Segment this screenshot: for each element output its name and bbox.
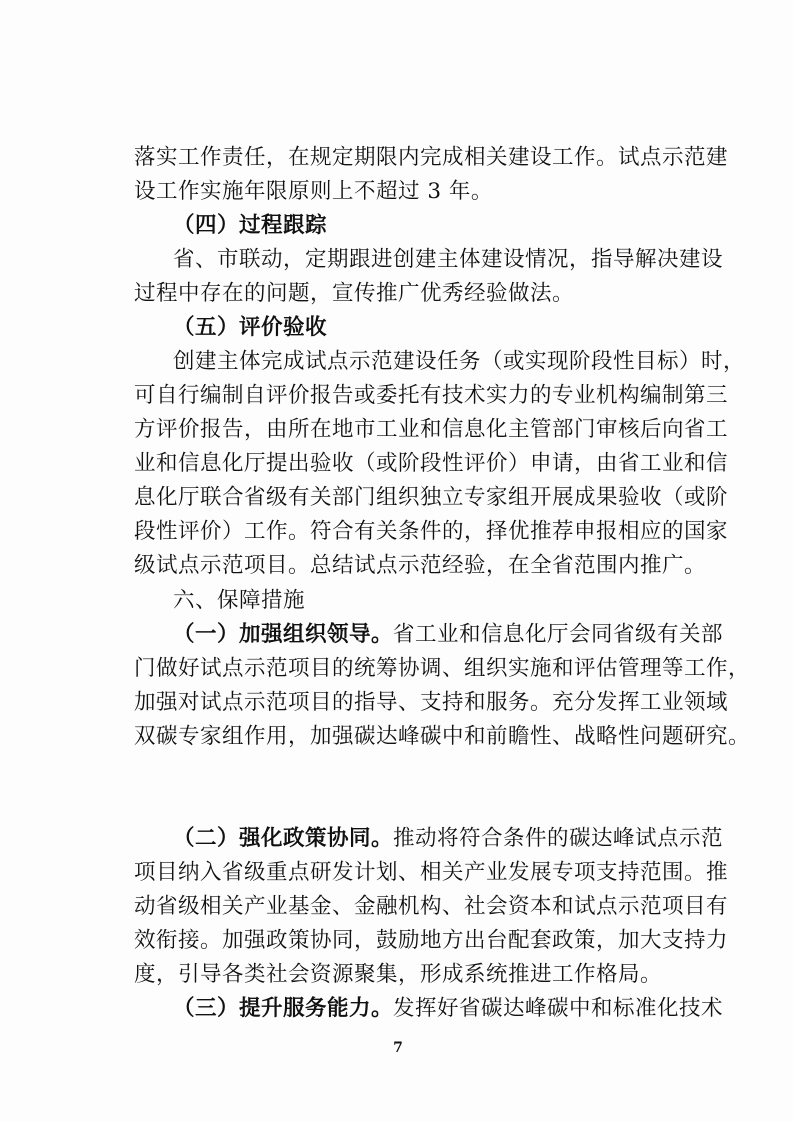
chapter-heading: 六、保障措施 <box>173 587 306 613</box>
paragraph-line: 级试点示范项目。总结试点示范经验，在全省范围内推广。 <box>134 553 707 579</box>
paragraph-line: 段性评价）工作。符合有关条件的，择优推荐申报相应的国家 <box>134 519 729 545</box>
paragraph-line: 双碳专家组作用，加强碳达峰碳中和前瞻性、战略性问题研究。 <box>134 723 751 749</box>
paragraph-line: 门做好试点示范项目的统筹协调、组织实施和评估管理等工作， <box>134 655 751 681</box>
paragraph-line: 业和信息化厅提出验收（或阶段性评价）申请，由省工业和信 <box>134 451 729 477</box>
section-heading: （四）过程跟踪 <box>173 213 328 239</box>
mixed-paragraph-line <box>173 621 723 649</box>
paragraph-line: 项目纳入省级重点研发计划、相关产业发展专项支持范围。推 <box>134 859 729 885</box>
paragraph-line: 加强对试点示范项目的指导、支持和服务。充分发挥工业领域 <box>134 689 729 715</box>
paragraph-line: 创建主体完成试点示范建设任务（或实现阶段性目标）时， <box>173 349 746 375</box>
paragraph-line: 落实工作责任，在规定期限内完成相关建设工作。试点示范建 <box>134 145 729 170</box>
paragraph-line: 方评价报告，由所在地市工业和信息化主管部门审核后向省工 <box>134 417 729 443</box>
paragraph-line: 过程中存在的问题，宣传推广优秀经验做法。 <box>134 281 575 307</box>
paragraph-line: 效衔接。加强政策协同，鼓励地方出台配套政策，加大支持力 <box>134 927 729 953</box>
page-number: 7 <box>393 1040 403 1056</box>
paragraph-line: 息化厅联合省级有关部门组织独立专家组开展成果验收（或阶 <box>134 485 729 511</box>
bold-lead: （一）加强组织领导。 <box>173 621 394 647</box>
bold-lead: （三）提升服务能力。 <box>173 996 394 1021</box>
mixed-paragraph-line <box>173 825 723 853</box>
paragraph-line: 省、市联动，定期跟进创建主体建设情况，指导解决建设 <box>173 247 724 273</box>
paragraph-line: 可自行编制自评价报告或委托有技术实力的专业机构编制第三 <box>134 383 729 409</box>
lead-continuation: 推动将符合条件的碳达峰试点示范 <box>393 825 724 851</box>
paragraph-line: 动省级相关产业基金、金融机构、社会资本和试点示范项目有 <box>134 893 729 919</box>
paragraph-line: 度，引导各类社会资源聚集，形成系统推进工作格局。 <box>134 961 663 987</box>
lead-continuation: 省工业和信息化厅会同省级有关部 <box>393 621 724 647</box>
mixed-paragraph-line <box>173 995 723 1023</box>
section-heading: （五）评价验收 <box>173 315 328 341</box>
paragraph-line: 设工作实施年限原则上不超过 3 年。 <box>134 179 493 205</box>
lead-continuation: 发挥好省碳达峰碳中和标准化技术 <box>393 996 724 1021</box>
bold-lead: （二）强化政策协同。 <box>173 825 394 851</box>
